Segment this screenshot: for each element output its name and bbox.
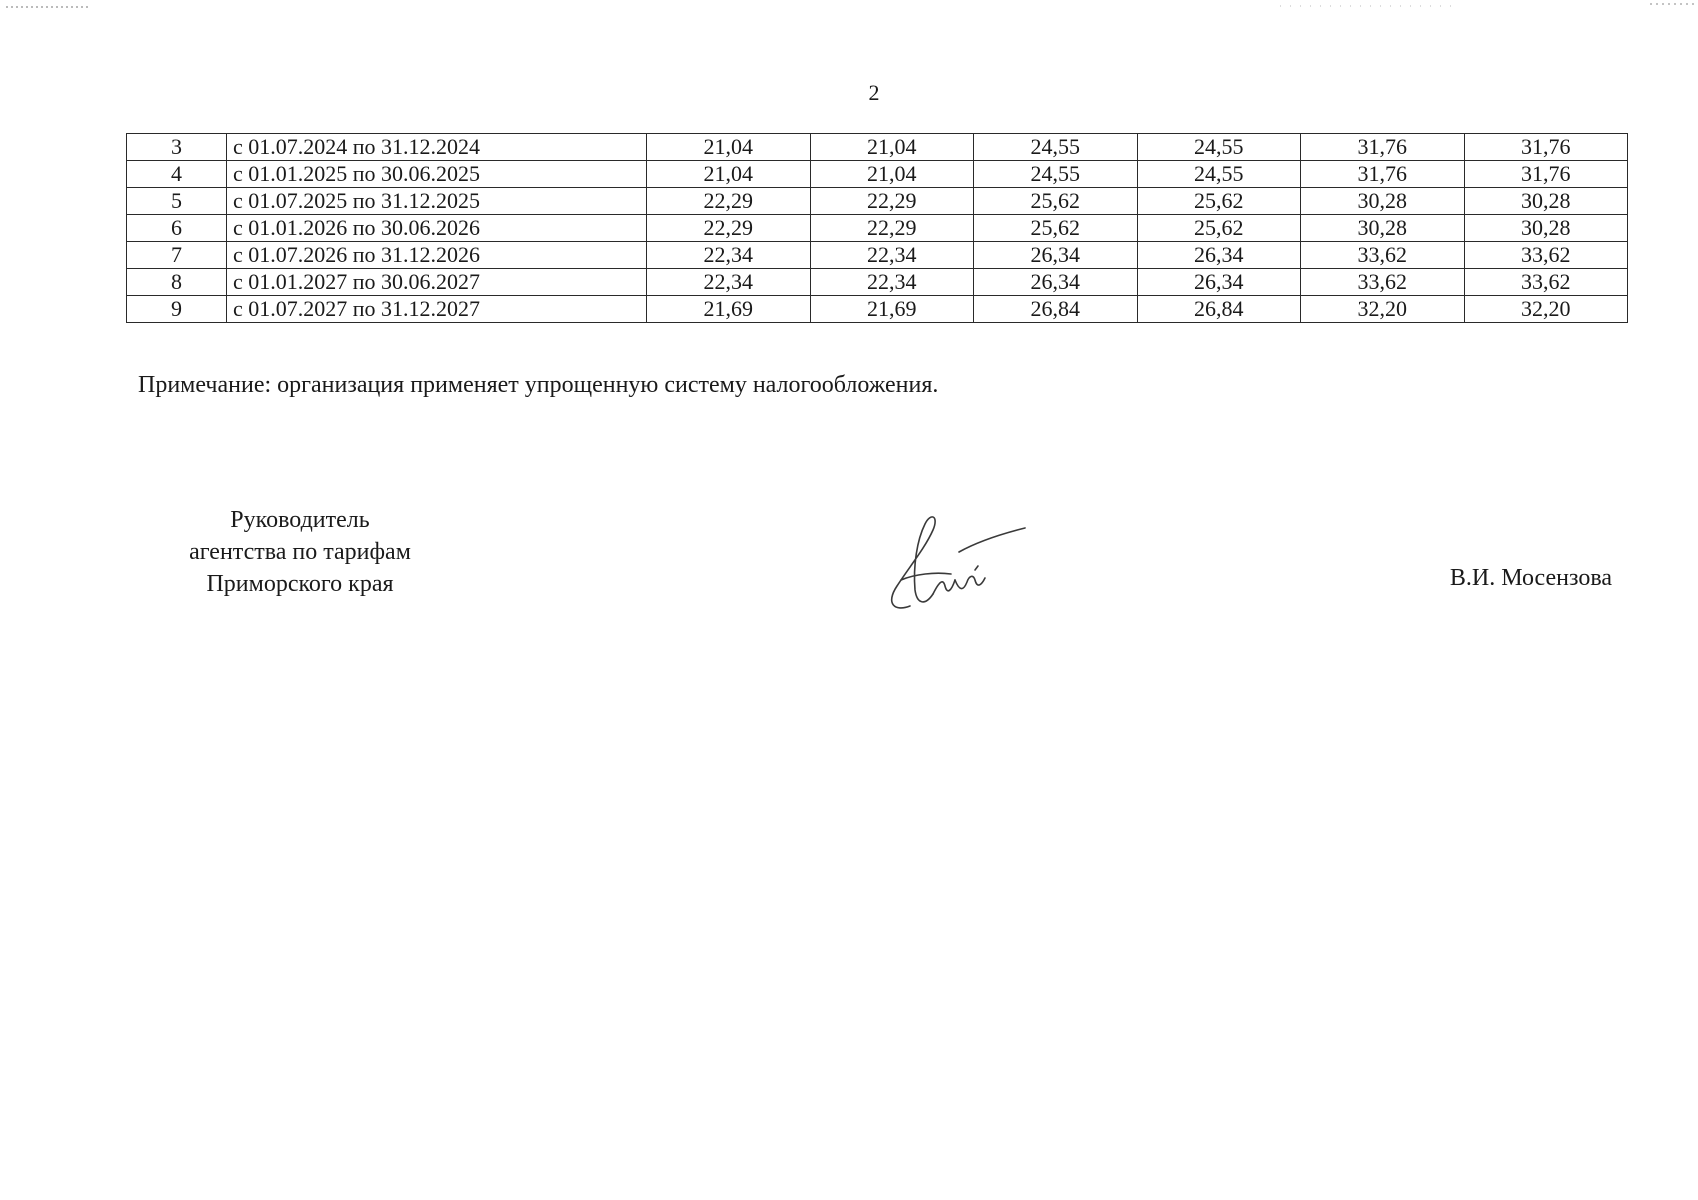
tariff-value-cell: 25,62 [1137,188,1301,215]
row-number-cell: 8 [127,269,227,296]
tariff-value-cell: 21,04 [647,134,811,161]
tariff-value-cell: 21,69 [647,296,811,323]
tariff-value-cell: 30,28 [1464,215,1628,242]
tariff-value-cell: 24,55 [1137,134,1301,161]
signer-title-line: агентства по тарифам [189,539,411,565]
table-row [127,161,1628,188]
tariff-value-cell: 22,34 [810,269,974,296]
tariff-value-cell: 21,69 [810,296,974,323]
scan-noise [0,0,1698,14]
row-number-cell: 7 [127,242,227,269]
period-cell: с 01.07.2025 по 31.12.2025 [227,188,647,215]
table-row [127,269,1628,296]
row-number-cell: 9 [127,296,227,323]
tariff-value-cell: 33,62 [1464,269,1628,296]
table-row [127,215,1628,242]
tariff-value-cell: 22,29 [647,215,811,242]
tariff-value-cell: 22,29 [647,188,811,215]
tariff-value-cell: 33,62 [1464,242,1628,269]
tariff-value-cell: 30,28 [1301,188,1465,215]
tariff-table-body [127,134,1628,323]
page-number: 2 [868,80,880,105]
signer-name: В.И. Мосензова [1449,565,1612,591]
period-cell: с 01.07.2026 по 31.12.2026 [227,242,647,269]
tariff-value-cell: 22,29 [810,215,974,242]
table-row [127,188,1628,215]
handwritten-signature [855,508,1030,618]
period-cell: с 01.07.2027 по 31.12.2027 [227,296,647,323]
tariff-value-cell: 32,20 [1464,296,1628,323]
period-cell: с 01.01.2025 по 30.06.2025 [227,161,647,188]
tariff-value-cell: 22,34 [647,269,811,296]
tariff-value-cell: 24,55 [974,134,1138,161]
row-number-cell: 6 [127,215,227,242]
row-number-cell: 4 [127,161,227,188]
tariff-value-cell: 26,34 [1137,269,1301,296]
tariff-value-cell: 22,34 [647,242,811,269]
tariff-value-cell: 32,20 [1301,296,1465,323]
signer-title [150,504,450,600]
tariff-value-cell: 26,84 [974,296,1138,323]
table-row [127,242,1628,269]
tariff-value-cell: 26,34 [974,242,1138,269]
tariff-value-cell: 31,76 [1464,134,1628,161]
taxation-note: Примечание: организация применяет упрощенную систему налогообложения. [138,372,939,398]
tariff-value-cell: 26,34 [1137,242,1301,269]
tariff-value-cell: 22,29 [810,188,974,215]
row-number-cell: 5 [127,188,227,215]
period-cell: с 01.01.2027 по 30.06.2027 [227,269,647,296]
signer-title-line: Руководитель [230,507,370,533]
table-row [127,296,1628,323]
tariff-value-cell: 31,76 [1464,161,1628,188]
signer-title-line: Приморского края [206,571,394,597]
tariff-value-cell: 25,62 [1137,215,1301,242]
tariff-value-cell: 21,04 [647,161,811,188]
tariff-value-cell: 33,62 [1301,269,1465,296]
row-number-cell: 3 [127,134,227,161]
tariff-value-cell: 21,04 [810,161,974,188]
tariff-value-cell: 31,76 [1301,161,1465,188]
table-row [127,134,1628,161]
tariff-value-cell: 21,04 [810,134,974,161]
tariff-value-cell: 24,55 [974,161,1138,188]
tariff-value-cell: 25,62 [974,215,1138,242]
tariff-value-cell: 26,34 [974,269,1138,296]
tariff-value-cell: 24,55 [1137,161,1301,188]
tariff-value-cell: 26,84 [1137,296,1301,323]
tariff-value-cell: 22,34 [810,242,974,269]
tariff-value-cell: 25,62 [974,188,1138,215]
period-cell: с 01.01.2026 по 30.06.2026 [227,215,647,242]
tariff-value-cell: 30,28 [1464,188,1628,215]
period-cell: с 01.07.2024 по 31.12.2024 [227,134,647,161]
tariff-value-cell: 33,62 [1301,242,1465,269]
tariff-table [126,133,1628,323]
tariff-value-cell: 30,28 [1301,215,1465,242]
tariff-value-cell: 31,76 [1301,134,1465,161]
